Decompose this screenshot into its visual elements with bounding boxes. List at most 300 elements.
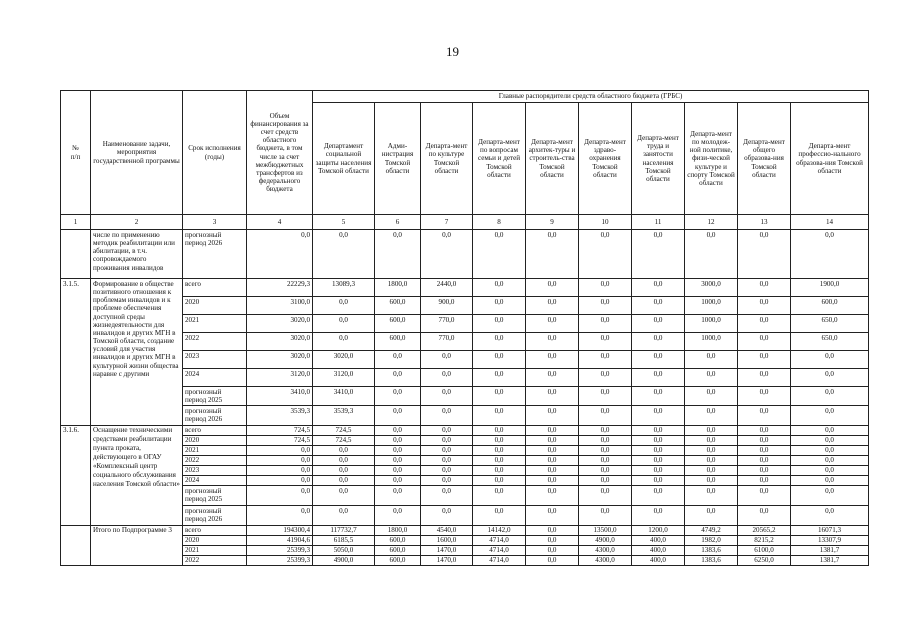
header-dept: Департа-мент по вопросам семьи и детей Томской области [473,103,526,215]
value-cell: 0,0 [791,445,869,455]
value-cell: 0,0 [791,351,869,369]
table-row [61,525,869,535]
value-cell: 0,0 [473,297,526,315]
value-cell: 0,0 [579,455,632,465]
header-no: № п/п [61,91,91,215]
value-cell: 0,0 [685,465,738,475]
table-row [61,545,869,555]
value-cell: 0,0 [421,465,473,475]
value-cell: 0,0 [473,425,526,435]
value-cell: 0,0 [421,435,473,445]
value-cell: 0,0 [375,445,421,455]
value-cell: 400,0 [632,535,685,545]
row-term: 2023 [183,465,247,475]
value-cell: 0,0 [738,369,791,387]
table-row [61,406,869,425]
table-row [61,333,869,351]
value-cell: 0,0 [526,545,579,555]
value-cell: 0,0 [375,505,421,525]
value-cell: 0,0 [632,297,685,315]
value-cell: 1381,7 [791,545,869,555]
value-cell: 0,0 [738,475,791,485]
column-index: 3 [183,215,247,230]
value-cell: 0,0 [632,333,685,351]
value-cell: 0,0 [526,351,579,369]
value-cell: 0,0 [473,230,526,279]
value-cell: 4300,0 [579,545,632,555]
value-cell: 3100,0 [247,297,313,315]
value-cell: 1000,0 [685,315,738,333]
row-number: 3.1.5. [61,279,91,426]
value-cell: 0,0 [313,455,375,465]
value-cell: 0,0 [579,475,632,485]
row-term: 2020 [183,435,247,445]
value-cell: 0,0 [421,351,473,369]
value-cell: 0,0 [247,455,313,465]
value-cell: 0,0 [473,465,526,475]
value-cell: 600,0 [375,297,421,315]
value-cell: 0,0 [579,485,632,505]
value-cell: 0,0 [375,455,421,465]
value-cell: 0,0 [247,475,313,485]
row-number [61,230,91,279]
value-cell: 0,0 [738,297,791,315]
value-cell: 0,0 [526,535,579,545]
value-cell: 0,0 [526,406,579,425]
value-cell: 0,0 [579,465,632,475]
value-cell: 0,0 [313,445,375,455]
row-term: 2021 [183,315,247,333]
value-cell: 6185,5 [313,535,375,545]
value-cell: 0,0 [632,445,685,455]
value-cell: 3539,3 [313,406,375,425]
row-term: прогнозный период 2026 [183,406,247,425]
row-term: 2024 [183,475,247,485]
value-cell: 0,0 [247,505,313,525]
value-cell: 0,0 [473,445,526,455]
table-row [61,455,869,465]
value-cell: 194300,4 [247,525,313,535]
value-cell: 6250,0 [738,555,791,565]
value-cell: 0,0 [247,230,313,279]
table-row [61,445,869,455]
value-cell: 0,0 [632,406,685,425]
value-cell: 0,0 [375,435,421,445]
value-cell: 0,0 [421,455,473,465]
value-cell: 0,0 [738,387,791,406]
value-cell: 0,0 [526,445,579,455]
value-cell: 0,0 [738,505,791,525]
value-cell: 0,0 [738,445,791,455]
value-cell: 600,0 [791,297,869,315]
header-dept: Департа-мент здраво-охранения Томской области [579,103,632,215]
value-cell: 0,0 [421,230,473,279]
value-cell: 0,0 [791,475,869,485]
header-dept: Департа-мент труда и занятости населения Томской области [632,103,685,215]
value-cell: 1000,0 [685,297,738,315]
value-cell: 0,0 [579,297,632,315]
header-dept: Департа-мент по культуре Томской области [421,103,473,215]
value-cell: 0,0 [526,333,579,351]
value-cell: 0,0 [579,387,632,406]
header-dept: Департа-мент профессио-нального образова-ния Томской области [791,103,869,215]
value-cell: 0,0 [526,315,579,333]
value-cell: 0,0 [632,315,685,333]
value-cell: 0,0 [375,475,421,485]
header-grbs: Главные распорядители средств областного бюджета (ГРБС) [313,91,869,103]
value-cell: 1600,0 [421,535,473,545]
value-cell: 0,0 [791,425,869,435]
value-cell: 0,0 [632,505,685,525]
column-index: 13 [738,215,791,230]
value-cell: 0,0 [791,465,869,475]
value-cell: 0,0 [579,279,632,297]
value-cell: 0,0 [632,230,685,279]
column-index: 8 [473,215,526,230]
value-cell: 0,0 [375,425,421,435]
table-row [61,369,869,387]
value-cell: 0,0 [473,387,526,406]
value-cell: 0,0 [738,351,791,369]
row-term: 2023 [183,351,247,369]
header-name: Наименование задачи, мероприятия государственной программы [91,91,183,215]
value-cell: 600,0 [375,555,421,565]
value-cell: 0,0 [579,505,632,525]
column-index: 9 [526,215,579,230]
value-cell: 0,0 [526,525,579,535]
value-cell: 25399,3 [247,545,313,555]
value-cell: 0,0 [313,505,375,525]
table-row [61,465,869,475]
value-cell: 0,0 [685,445,738,455]
row-term: 2022 [183,333,247,351]
value-cell: 0,0 [526,279,579,297]
value-cell: 0,0 [375,369,421,387]
value-cell: 1381,7 [791,555,869,565]
header-dept: Департа-мент общего образова-ния Томской области [738,103,791,215]
value-cell: 0,0 [791,435,869,445]
value-cell: 0,0 [421,445,473,455]
value-cell: 0,0 [738,333,791,351]
value-cell: 4900,0 [579,535,632,545]
table-row [61,230,869,279]
value-cell: 0,0 [685,475,738,485]
header-volume: Объем финансирования за счет средств областного бюджета, в том числе за счет межбюджетных трансфертов из федерального бюджета [247,91,313,215]
value-cell: 14142,0 [473,525,526,535]
value-cell: 0,0 [579,351,632,369]
value-cell: 1900,0 [791,279,869,297]
value-cell: 0,0 [526,435,579,445]
value-cell: 0,0 [313,485,375,505]
value-cell: 900,0 [421,297,473,315]
header-dept: Департа-мент по молодеж-ной политике, физи-ческой культуре и спорту Томской области [685,103,738,215]
table-row [61,435,869,445]
table-row [61,505,869,525]
value-cell: 0,0 [791,505,869,525]
row-name: числе по применению методик реабилитации или абилитации, в т.ч. сопровождаемого проживания инвалидов [91,230,183,279]
value-cell: 0,0 [375,387,421,406]
value-cell: 0,0 [473,333,526,351]
row-term: 2021 [183,545,247,555]
value-cell: 0,0 [375,406,421,425]
value-cell: 4540,0 [421,525,473,535]
value-cell: 0,0 [738,230,791,279]
value-cell: 0,0 [579,406,632,425]
value-cell: 0,0 [738,315,791,333]
table-row [61,315,869,333]
value-cell: 0,0 [685,230,738,279]
row-term: 2022 [183,555,247,565]
row-term: 2020 [183,535,247,545]
value-cell: 0,0 [632,351,685,369]
value-cell: 0,0 [738,425,791,435]
value-cell: 0,0 [791,369,869,387]
value-cell: 0,0 [526,555,579,565]
value-cell: 0,0 [685,435,738,445]
value-cell: 0,0 [685,485,738,505]
value-cell: 0,0 [791,230,869,279]
row-term: прогнозный период 2026 [183,230,247,279]
value-cell: 0,0 [685,351,738,369]
value-cell: 0,0 [526,475,579,485]
row-number [61,525,91,565]
value-cell: 4714,0 [473,555,526,565]
table-row [61,475,869,485]
value-cell: 3120,0 [313,369,375,387]
value-cell: 0,0 [738,485,791,505]
value-cell: 0,0 [375,485,421,505]
value-cell: 0,0 [738,455,791,465]
row-number: 3.1.6. [61,425,91,525]
value-cell: 0,0 [313,475,375,485]
value-cell: 41904,6 [247,535,313,545]
value-cell: 724,5 [313,435,375,445]
budget-table [60,90,869,566]
value-cell: 4714,0 [473,535,526,545]
header-dept: Департамент социальной защиты населения Томской области [313,103,375,215]
value-cell: 0,0 [632,465,685,475]
value-cell: 0,0 [473,351,526,369]
value-cell: 724,5 [247,425,313,435]
value-cell: 5050,0 [313,545,375,555]
value-cell: 3020,0 [247,351,313,369]
value-cell: 0,0 [473,315,526,333]
table-row [61,387,869,406]
value-cell: 600,0 [375,545,421,555]
value-cell: 600,0 [375,535,421,545]
row-term: 2021 [183,445,247,455]
value-cell: 22229,3 [247,279,313,297]
header-dept: Департа-мент архитек-туры и строитель-ства Томской области [526,103,579,215]
value-cell: 0,0 [473,279,526,297]
value-cell: 20565,2 [738,525,791,535]
value-cell: 0,0 [791,387,869,406]
value-cell: 0,0 [313,315,375,333]
value-cell: 0,0 [632,387,685,406]
value-cell: 4714,0 [473,545,526,555]
value-cell: 0,0 [526,230,579,279]
column-index: 1 [61,215,91,230]
value-cell: 0,0 [738,435,791,445]
row-term: прогнозный период 2026 [183,505,247,525]
value-cell: 0,0 [526,387,579,406]
value-cell: 1383,6 [685,545,738,555]
value-cell: 0,0 [632,455,685,465]
value-cell: 0,0 [685,369,738,387]
value-cell: 0,0 [526,369,579,387]
value-cell: 0,0 [421,485,473,505]
value-cell: 0,0 [791,406,869,425]
value-cell: 1800,0 [375,525,421,535]
column-index: 11 [632,215,685,230]
value-cell: 0,0 [685,387,738,406]
value-cell: 16071,3 [791,525,869,535]
value-cell: 0,0 [579,230,632,279]
column-index: 10 [579,215,632,230]
value-cell: 0,0 [247,445,313,455]
value-cell: 0,0 [313,465,375,475]
column-index: 5 [313,215,375,230]
value-cell: 0,0 [473,406,526,425]
value-cell: 1200,0 [632,525,685,535]
value-cell: 2440,0 [421,279,473,297]
value-cell: 0,0 [738,465,791,475]
value-cell: 1470,0 [421,555,473,565]
column-index: 2 [91,215,183,230]
value-cell: 0,0 [473,485,526,505]
value-cell: 0,0 [685,406,738,425]
value-cell: 1000,0 [685,333,738,351]
page-number: 19 [446,44,459,59]
value-cell: 3410,0 [247,387,313,406]
value-cell: 117732,7 [313,525,375,535]
value-cell: 0,0 [579,333,632,351]
value-cell: 0,0 [526,455,579,465]
value-cell: 13500,0 [579,525,632,535]
value-cell: 0,0 [579,435,632,445]
value-cell: 650,0 [791,315,869,333]
value-cell: 4749,2 [685,525,738,535]
value-cell: 0,0 [791,485,869,505]
value-cell: 1800,0 [375,279,421,297]
row-name: Формирование в обществе позитивного отношения к проблемам инвалидов и к проблеме обеспечения доступной среды жизнедеятельности для инвалидов и других МГН в Томской области, создание условий для участия инвалидов и других МГН в культурной жизни общества наравне с другими [91,279,183,426]
value-cell: 0,0 [473,505,526,525]
value-cell: 4300,0 [579,555,632,565]
value-cell: 0,0 [526,465,579,475]
value-cell: 0,0 [473,455,526,465]
value-cell: 1982,0 [685,535,738,545]
row-name: Итого по Подпрограмме 3 [91,525,183,565]
value-cell: 650,0 [791,333,869,351]
value-cell: 0,0 [473,369,526,387]
value-cell: 0,0 [579,425,632,435]
column-index: 14 [791,215,869,230]
table-row [61,535,869,545]
row-term: всего [183,525,247,535]
value-cell: 0,0 [526,297,579,315]
value-cell: 0,0 [421,387,473,406]
column-index: 7 [421,215,473,230]
value-cell: 3000,0 [685,279,738,297]
value-cell: 770,0 [421,333,473,351]
table-row [61,425,869,435]
value-cell: 400,0 [632,555,685,565]
value-cell: 0,0 [247,485,313,505]
value-cell: 0,0 [579,369,632,387]
table-row [61,279,869,297]
value-cell: 3020,0 [247,333,313,351]
value-cell: 0,0 [791,455,869,465]
value-cell: 770,0 [421,315,473,333]
value-cell: 0,0 [632,279,685,297]
row-term: 2022 [183,455,247,465]
value-cell: 6100,0 [738,545,791,555]
value-cell: 0,0 [632,475,685,485]
value-cell: 8215,2 [738,535,791,545]
value-cell: 0,0 [375,465,421,475]
header-term: Срок исполнения (годы) [183,91,247,215]
value-cell: 0,0 [579,315,632,333]
value-cell: 0,0 [421,425,473,435]
row-name: Оснащение техническими средствами реабилитации пункта проката, действующего в ОГАУ «Комплексный центр социального обслуживания населения Томской области» [91,425,183,525]
value-cell: 0,0 [421,475,473,485]
value-cell: 0,0 [526,425,579,435]
value-cell: 0,0 [632,425,685,435]
value-cell: 600,0 [375,315,421,333]
value-cell: 0,0 [685,425,738,435]
value-cell: 3410,0 [313,387,375,406]
value-cell: 3539,3 [247,406,313,425]
value-cell: 0,0 [421,505,473,525]
value-cell: 0,0 [375,230,421,279]
value-cell: 400,0 [632,545,685,555]
value-cell: 0,0 [313,333,375,351]
row-term: всего [183,425,247,435]
table-row [61,485,869,505]
value-cell: 13089,3 [313,279,375,297]
value-cell: 0,0 [738,406,791,425]
value-cell: 0,0 [526,485,579,505]
row-term: 2020 [183,297,247,315]
column-index: 6 [375,215,421,230]
value-cell: 0,0 [526,505,579,525]
value-cell: 0,0 [738,279,791,297]
row-term: прогнозный период 2025 [183,387,247,406]
row-term: прогнозный период 2025 [183,485,247,505]
value-cell: 0,0 [632,485,685,505]
value-cell: 3020,0 [247,315,313,333]
value-cell: 0,0 [579,445,632,455]
column-index: 4 [247,215,313,230]
value-cell: 724,5 [313,425,375,435]
value-cell: 0,0 [685,455,738,465]
value-cell: 0,0 [685,505,738,525]
column-index: 12 [685,215,738,230]
value-cell: 0,0 [632,369,685,387]
value-cell: 0,0 [421,406,473,425]
row-term: 2024 [183,369,247,387]
value-cell: 3120,0 [247,369,313,387]
value-cell: 0,0 [375,351,421,369]
value-cell: 1383,6 [685,555,738,565]
value-cell: 1470,0 [421,545,473,555]
value-cell: 0,0 [313,297,375,315]
row-term: всего [183,279,247,297]
value-cell: 0,0 [473,475,526,485]
value-cell: 0,0 [473,435,526,445]
value-cell: 3020,0 [313,351,375,369]
value-cell: 25399,3 [247,555,313,565]
